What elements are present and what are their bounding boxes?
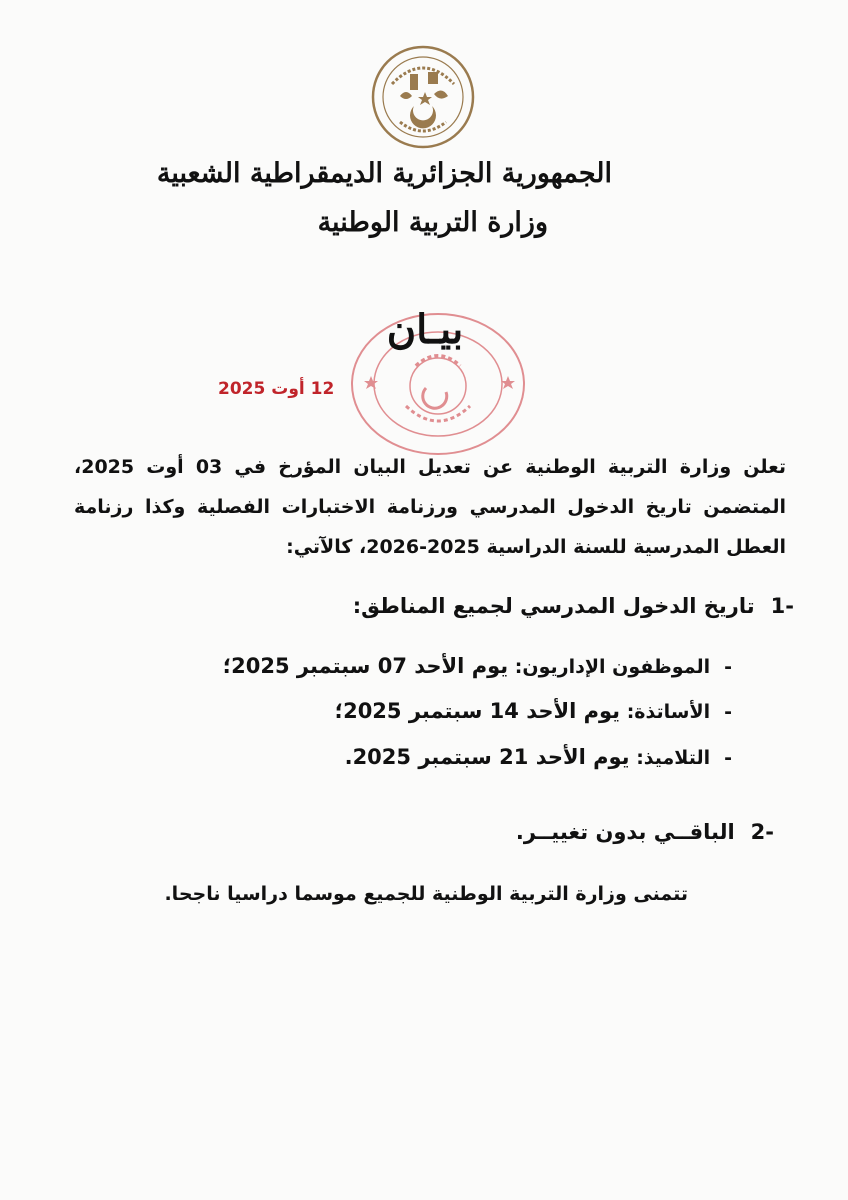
bullet-dash: - xyxy=(724,747,732,769)
list-item-label: التلاميذ: xyxy=(636,747,711,769)
algeria-emblem-icon xyxy=(370,44,476,150)
date-stamp: 12 أوت 2025 xyxy=(218,379,335,399)
list-item-label: الموظفون الإداريون: xyxy=(514,656,711,678)
republic-heading: الجمهورية الجزائرية الديمقراطية الشعبية xyxy=(156,158,612,189)
ministry-heading: وزارة التربية الوطنية xyxy=(317,207,548,238)
section-2-line xyxy=(516,820,774,844)
list-item xyxy=(335,699,732,723)
bullet-dash: - xyxy=(724,656,732,678)
document-title: بيـان xyxy=(386,306,464,353)
list-item-value: يوم الأحد 07 سبتمبر 2025؛ xyxy=(222,654,509,678)
section-1-heading xyxy=(353,594,794,618)
bullet-dash: - xyxy=(724,701,732,723)
list-item-value: يوم الأحد 21 سبتمبر 2025. xyxy=(344,745,630,769)
list-item xyxy=(345,745,732,769)
section-1-title: تاريخ الدخول المدرسي لجميع المناطق: xyxy=(352,594,755,618)
list-item xyxy=(223,654,732,678)
intro-paragraph: تعلن وزارة التربية الوطنية عن تعديل البيان المؤرخ في 03 أوت 2025، المتضمن تاريخ الدخول المدرسي ورزنامة الاختبارات الفصلية وكذا رزنامة العطل المدرسية للسنة الدراسية 2025-2026، كالآتي: xyxy=(74,456,786,558)
section-2-number: -2 xyxy=(750,820,774,844)
list-item-label: الأساتذة: xyxy=(626,701,711,723)
list-item-value: يوم الأحد 14 سبتمبر 2025؛ xyxy=(334,699,621,723)
section-1-number: -1 xyxy=(770,594,794,618)
closing-line: تتمنى وزارة التربية الوطنية للجميع موسما دراسيا ناجحا. xyxy=(164,883,688,905)
section-2-text: الباقــي بدون تغييــر. xyxy=(515,820,735,844)
